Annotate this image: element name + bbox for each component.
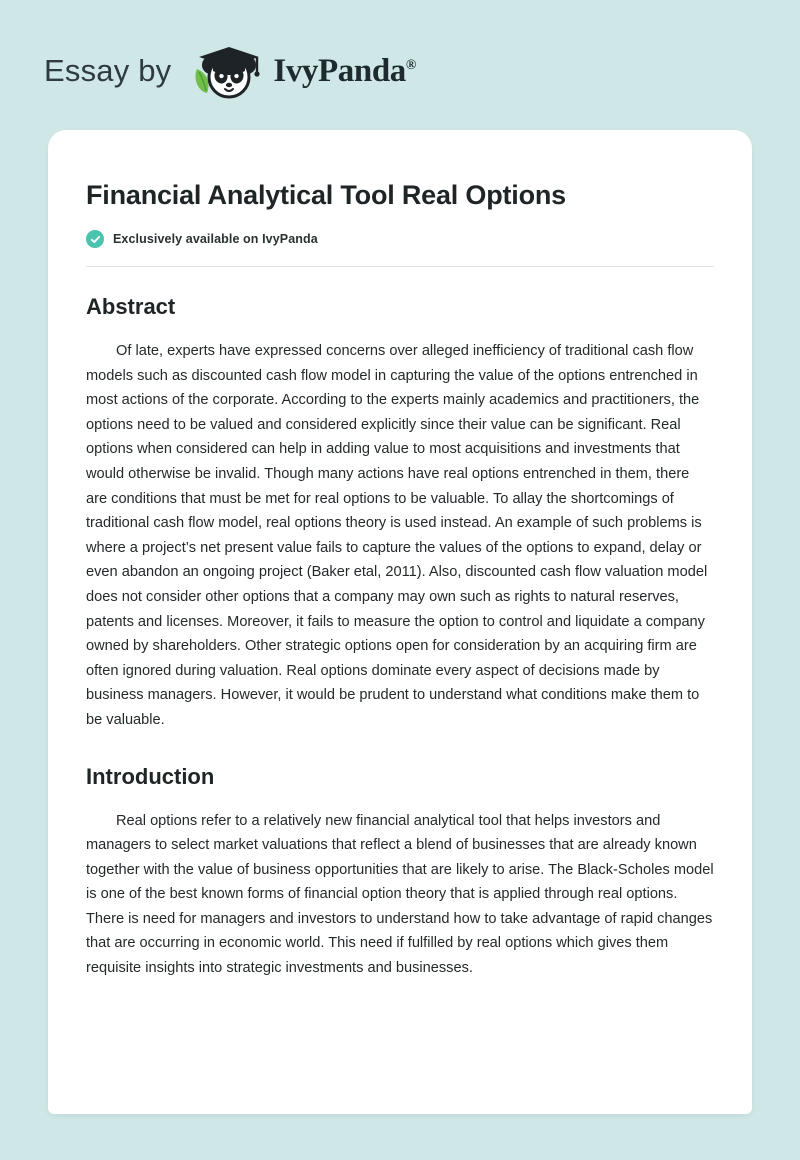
essay-by-label: Essay by xyxy=(44,53,172,88)
brand-name-text: IvyPanda xyxy=(273,52,406,89)
panda-graduate-logo-icon xyxy=(185,39,271,103)
section-paragraph-abstract: Of late, experts have expressed concerns over alleged inefficiency of traditional cash flow models such as discounted cash flow model in capturing the value of the options entrenched in most actions of the corporate. According to the experts mainly academics and practitioners, the options need to be valued and considered explicitly since their value can be significant. Real options when considered can help in adding value to most acquisitions and investments that would otherwise be invalid. Though many actions have real options entrenched in them, there are conditions that must be met for real options to be valuable. To allay the shortcomings of traditional cash flow model, real options theory is used instead. An example of such problems is where a project’s net present value fails to capture the values of the options to expand, delay or even abandon an ongoing project (Baker etal, 2011). Also, discounted cash flow valuation model does not consider other options that a company may own such as rights to natural reserves, patents and licenses. Moreover, it fails to measure the option to control and liquidate a company owned by shareholders. Other strategic options open for consideration by an acquiring firm are often ignored during valuation. Real options dominate every aspect of decisions made by business managers. However, it would be prudent to understand what conditions make them to be valuable. xyxy=(86,343,708,728)
brand-name xyxy=(273,53,416,90)
document-sheet xyxy=(48,130,752,1114)
exclusive-label: Exclusively available on IvyPanda xyxy=(113,232,318,246)
section-paragraph-introduction: Real options refer to a relatively new financial analytical tool that helps investors and managers to select market valuations that reflect a blend of businesses that are already known together with the value of business opportunities that are likely to arise. The Black-Scholes model is one of the best known forms of financial option theory that is applied through real options. There is need for managers and investors to understand how to take advantage of rapid changes that are occurring in economic world. This need if fulfilled by real options which gives them requisite insights into strategic investments and businesses. xyxy=(86,812,714,977)
exclusive-badge xyxy=(86,230,714,248)
page-title: Financial Analytical Tool Real Options xyxy=(86,180,566,210)
section-heading-abstract: Abstract xyxy=(86,294,176,319)
title-divider xyxy=(86,266,714,267)
registered-mark: ® xyxy=(405,57,416,73)
brand-header xyxy=(44,36,416,106)
check-circle-icon xyxy=(86,230,104,248)
ivypanda-logo xyxy=(185,39,416,103)
section-heading-introduction: Introduction xyxy=(86,763,215,789)
